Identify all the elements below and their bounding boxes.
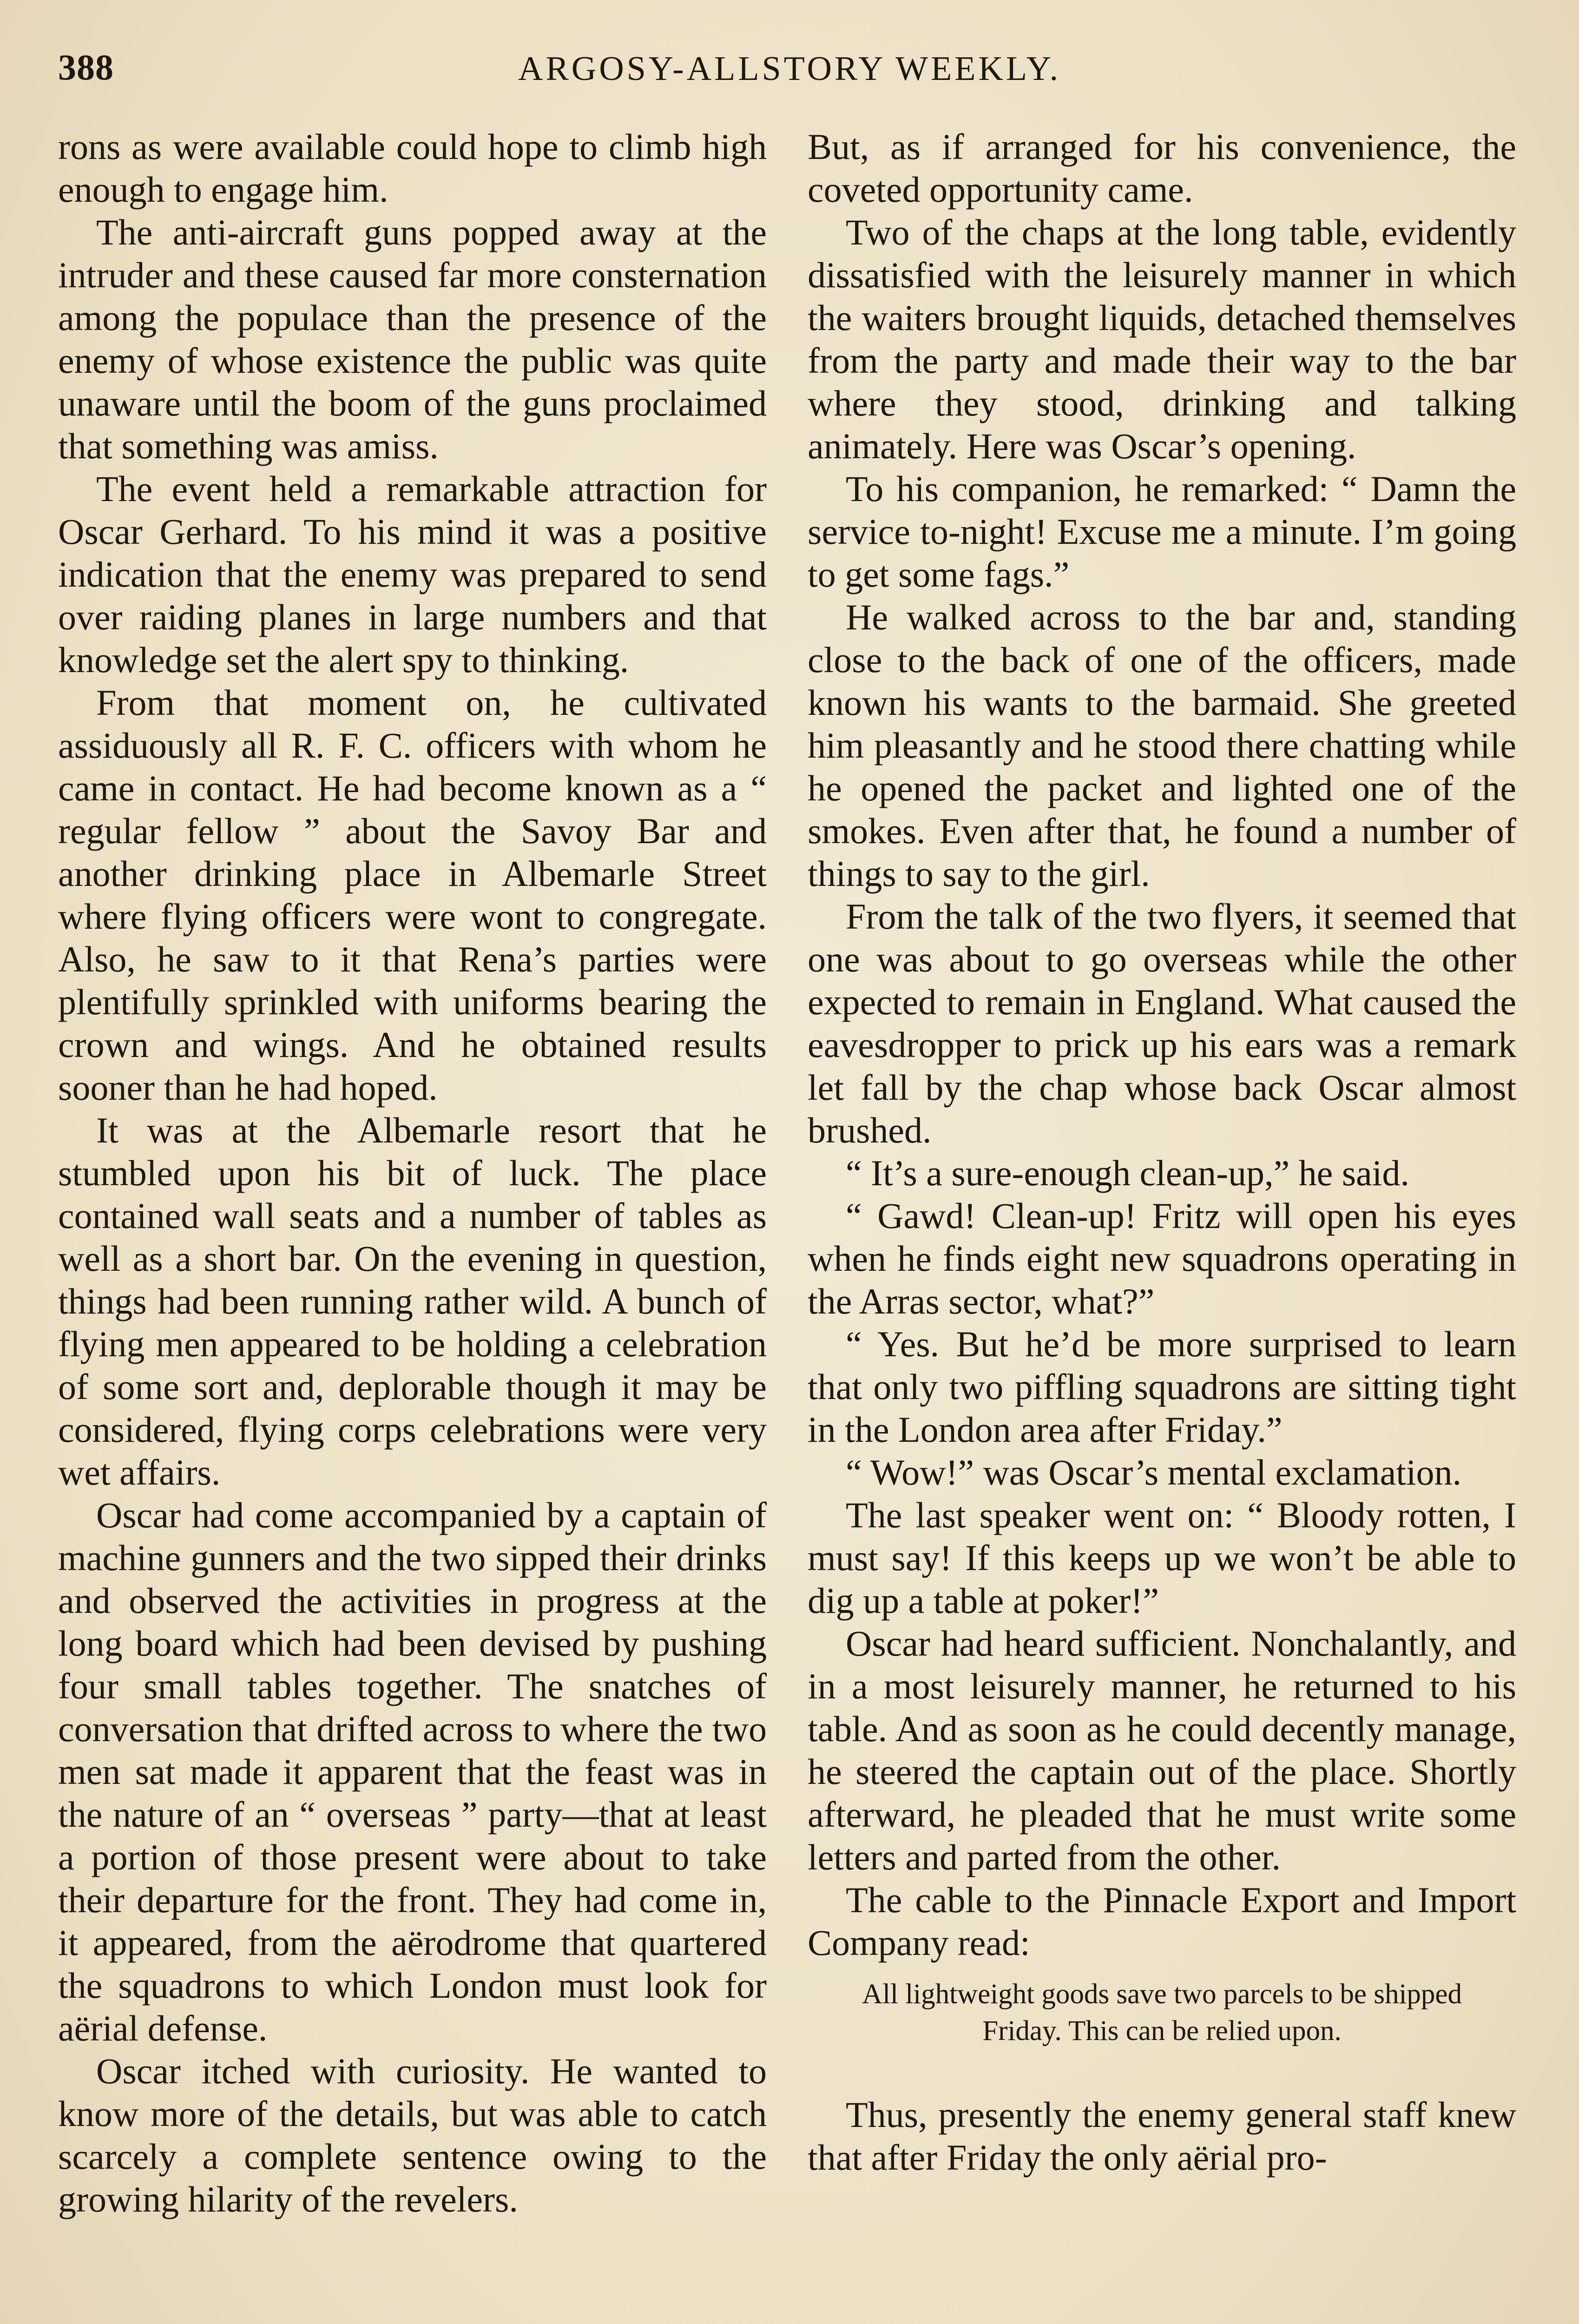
page-number: 388 <box>58 47 114 87</box>
paragraph: “ Gawd! Clean-up! Fritz will open his eyes when he finds eight new squadrons operating in the Arras sector, what?” <box>808 1195 1516 1321</box>
page-header <box>0 46 1579 98</box>
paragraph: Oscar had come accompanied by a captain of machine gunners and the two sipped their drinks and observed the activities in progress at the long board which had been devised by pushing four small tables together. The snatches of conversation that drifted across to where the two men sat made it apparent that the feast was in the nature of an “ overseas ” party—that at least a portion of those present were about to take their departure for the front. They had come in, it appeared, from the aërodrome that quartered the squadrons to which London must look for aërial defense. <box>58 1495 767 2048</box>
paragraph: It was at the Albemarle resort that he stumbled upon his bit of luck. The place contained wall seats and a number of tables as well as a short bar. On the evening in question, things had been running rather wild. A bunch of flying men appeared to be holding a celebration of some sort and, deplorable though it may be considered, flying corps celebrations were very wet affairs. <box>58 1110 767 1492</box>
paragraph: The last speaker went on: “ Bloody rotten, I must say! If this keeps up we won’t be able to dig up a table at poker!” <box>808 1495 1516 1621</box>
running-title: ARGOSY-ALLSTORY WEEKLY. <box>518 50 1061 88</box>
paragraph: Thus, presently the enemy general staff knew that after Friday the only aërial pro- <box>808 2094 1516 2178</box>
paragraph: From the talk of the two flyers, it seemed that one was about to go overseas while the other expected to remain in England. What caused the eavesdropper to prick up his ears was a remark let fall by the chap whose back Oscar almost brushed. <box>808 896 1516 1150</box>
paragraph: From that moment on, he cultivated assiduously all R. F. C. officers with whom he came in contact. He had become known as a “ regular fellow ” about the Savoy Bar and another drinking place in Albemarle Street where flying officers were wont to congregate. Also, he saw to it that Rena’s parties were plentifully sprinkled with uniforms bearing the crown and wings. And he obtained results sooner than he had hoped. <box>58 682 767 1108</box>
paragraph: “ It’s a sure-enough clean-up,” he said. <box>846 1153 1409 1193</box>
paragraph: Two of the chaps at the long table, evidently dissatisfied with the leisurely manner in which the waiters brought liquids, detached themselves from the party and made their way to the bar where they stood, drinking and talking animately. Here was Oscar’s opening. <box>808 212 1516 466</box>
cable-message: All lightweight goods save two parcels to be shipped Friday. This can be relied upon. <box>862 1979 1462 2047</box>
paragraph: “ Wow!” was Oscar’s mental exclamation. <box>846 1452 1462 1492</box>
paragraph: He walked across to the bar and, standing close to the back of one of the officers, made known his wants to the barmaid. She greeted him pleasantly and he stood there chatting while he opened the packet and lighted one of the smokes. Even after that, he found a number of things to say to the girl. <box>808 597 1516 894</box>
paragraph: Oscar had heard sufficient. Nonchalantly, and in a most leisurely manner, he returned to his table. And as soon as he could decently manage, he steered the captain out of the place. Shortly afterward, he pleaded that he must write some letters and parted from the other. <box>808 1623 1516 1877</box>
left-column <box>58 125 767 2221</box>
paragraph: To his companion, he remarked: “ Damn the service to-night! Excuse me a minute. I’m going to get some fags.” <box>808 469 1516 594</box>
paragraph: The event held a remarkable attraction for Oscar Gerhard. To his mind it was a positive indication that the enemy was prepared to send over raiding planes in large numbers and that knowledge set the alert spy to thinking. <box>58 469 767 680</box>
paragraph: Oscar itched with curiosity. He wanted to know more of the details, but was able to catch scarcely a complete sentence owing to the growing hilarity of the revelers. <box>58 2051 767 2219</box>
paragraph: “ Yes. But he’d be more surprised to learn that only two piffling squadrons are sitting tight in the London area after Friday.” <box>808 1324 1516 1450</box>
paragraph: The anti-aircraft guns popped away at the intruder and these caused far more consternation among the populace than the presence of the enemy of whose existence the public was quite unaware until the boom of the guns proclaimed that something was amiss. <box>58 212 767 466</box>
paragraph: But, as if arranged for his convenience, the coveted opportunity came. <box>808 126 1516 210</box>
paragraph: rons as were available could hope to climb high enough to engage him. <box>58 126 767 210</box>
paragraph: The cable to the Pinnacle Export and Import Company read: <box>808 1880 1516 1963</box>
right-column <box>808 125 1516 2179</box>
